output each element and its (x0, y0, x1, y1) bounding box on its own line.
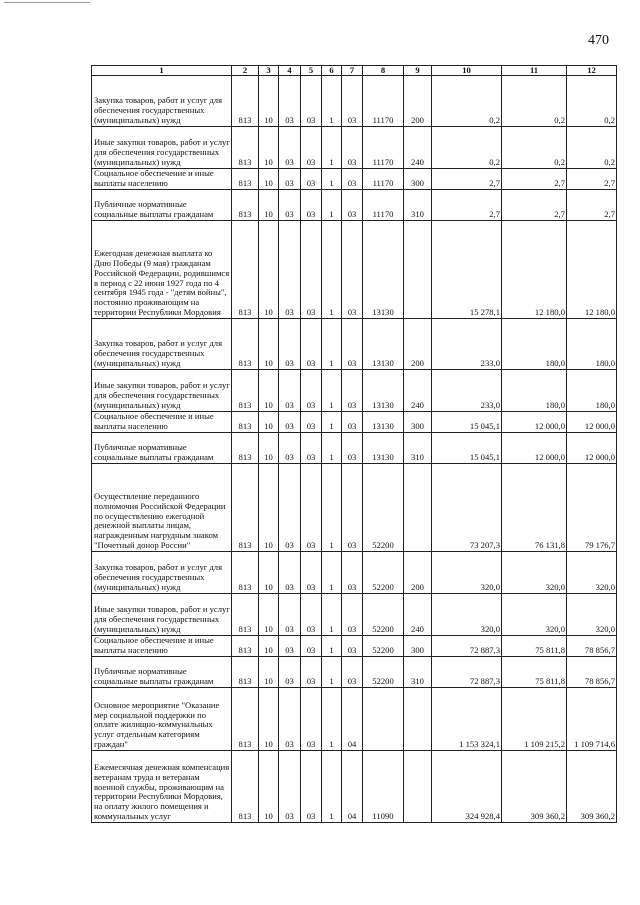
row-cell-col-7: 03 (342, 464, 363, 552)
row-cell-col-3: 10 (259, 127, 279, 169)
header-cell-6: 6 (322, 66, 342, 76)
table-row (92, 190, 617, 221)
row-cell-col-8: 52200 (363, 636, 404, 657)
row-cell-col-3: 10 (259, 221, 279, 319)
table-row (92, 127, 617, 169)
row-cell-col-8: 11090 (363, 751, 404, 823)
row-name-cell: Основное мероприятие "Оказание мер социальной поддержки по оплате жилищно-коммунальных услуг отдельным категориям граждан" (92, 688, 232, 751)
row-cell-col-9: 240 (404, 594, 432, 636)
header-cell-8: 8 (363, 66, 404, 76)
row-cell-col-7: 04 (342, 751, 363, 823)
header-cell-3: 3 (259, 66, 279, 76)
row-cell-col-9: 200 (404, 319, 432, 370)
row-cell-col-3: 10 (259, 688, 279, 751)
row-cell-col-12: 78 856,7 (567, 636, 617, 657)
row-cell-col-8 (363, 688, 404, 751)
row-cell-col-2: 813 (232, 433, 259, 464)
row-name-cell: Социальное обеспечение и иные выплаты населению (92, 412, 232, 433)
header-cell-5: 5 (301, 66, 322, 76)
table-row (92, 412, 617, 433)
header-cell-12: 12 (567, 66, 617, 76)
row-cell-col-5: 03 (301, 594, 322, 636)
row-cell-col-11: 75 811,8 (502, 657, 567, 688)
row-cell-col-9 (404, 464, 432, 552)
row-cell-col-8: 52200 (363, 464, 404, 552)
row-cell-col-7: 03 (342, 657, 363, 688)
row-cell-col-6: 1 (322, 221, 342, 319)
row-cell-col-2: 813 (232, 190, 259, 221)
row-cell-col-4: 03 (279, 190, 301, 221)
row-cell-col-7: 03 (342, 169, 363, 190)
row-cell-col-12: 12 180,0 (567, 221, 617, 319)
row-cell-col-7: 03 (342, 221, 363, 319)
row-cell-col-5: 03 (301, 412, 322, 433)
row-cell-col-6: 1 (322, 319, 342, 370)
row-cell-col-2: 813 (232, 221, 259, 319)
row-name-cell: Публичные нормативные социальные выплаты гражданам (92, 190, 232, 221)
row-name-cell: Иные закупки товаров, работ и услуг для обеспечения государственных (муниципальных) нужд (92, 127, 232, 169)
row-cell-col-2: 813 (232, 412, 259, 433)
row-cell-col-12: 1 109 714,6 (567, 688, 617, 751)
row-cell-col-11: 180,0 (502, 319, 567, 370)
row-cell-col-8: 13130 (363, 319, 404, 370)
scan-edge-line (4, 2, 90, 3)
row-cell-col-9: 300 (404, 169, 432, 190)
table-row (92, 751, 617, 823)
row-cell-col-8: 13130 (363, 433, 404, 464)
row-cell-col-3: 10 (259, 370, 279, 412)
row-cell-col-11: 1 109 215,2 (502, 688, 567, 751)
row-cell-col-9: 310 (404, 657, 432, 688)
row-cell-col-9: 240 (404, 370, 432, 412)
row-cell-col-9: 310 (404, 190, 432, 221)
row-cell-col-4: 03 (279, 594, 301, 636)
row-cell-col-4: 03 (279, 552, 301, 594)
row-cell-col-8: 13130 (363, 221, 404, 319)
row-cell-col-10: 1 153 324,1 (432, 688, 502, 751)
table-row (92, 464, 617, 552)
row-cell-col-8: 52200 (363, 552, 404, 594)
row-cell-col-2: 813 (232, 370, 259, 412)
row-name-cell: Иные закупки товаров, работ и услуг для обеспечения государственных (муниципальных) нужд (92, 370, 232, 412)
row-cell-col-3: 10 (259, 169, 279, 190)
budget-table (91, 65, 617, 823)
row-name-cell: Ежегодная денежная выплата ко Дню Победы (9 мая) гражданам Российской Федерации, родившимся в период с 22 июня 1927 года по 4 сентября 1945 года - "детям войны", постоянно проживающим на территории Республики Мордовия (92, 221, 232, 319)
row-name-cell: Закупка товаров, работ и услуг для обеспечения государственных (муниципальных) нужд (92, 76, 232, 127)
row-cell-col-10: 233,0 (432, 319, 502, 370)
row-cell-col-12: 12 000,0 (567, 433, 617, 464)
table-row (92, 169, 617, 190)
row-cell-col-3: 10 (259, 464, 279, 552)
row-cell-col-6: 1 (322, 552, 342, 594)
row-cell-col-4: 03 (279, 76, 301, 127)
table-row (92, 221, 617, 319)
row-name-cell: Публичные нормативные социальные выплаты гражданам (92, 657, 232, 688)
row-name-cell: Осуществление переданного полномочия Российской Федерации по осуществлению ежегодной денежной выплаты лицам, награжденным нагрудным знаком "Почетный донор России" (92, 464, 232, 552)
row-cell-col-4: 03 (279, 319, 301, 370)
row-cell-col-5: 03 (301, 657, 322, 688)
row-cell-col-6: 1 (322, 464, 342, 552)
row-name-cell: Закупка товаров, работ и услуг для обеспечения государственных (муниципальных) нужд (92, 552, 232, 594)
row-cell-col-10: 320,0 (432, 594, 502, 636)
row-cell-col-6: 1 (322, 594, 342, 636)
row-cell-col-4: 03 (279, 688, 301, 751)
row-cell-col-12: 12 000,0 (567, 412, 617, 433)
row-name-cell: Публичные нормативные социальные выплаты гражданам (92, 433, 232, 464)
row-cell-col-10: 72 887,3 (432, 657, 502, 688)
header-cell-9: 9 (404, 66, 432, 76)
table-row (92, 552, 617, 594)
row-cell-col-7: 03 (342, 319, 363, 370)
header-cell-10: 10 (432, 66, 502, 76)
row-cell-col-12: 180,0 (567, 370, 617, 412)
row-cell-col-9: 310 (404, 433, 432, 464)
row-cell-col-4: 03 (279, 657, 301, 688)
row-cell-col-12: 320,0 (567, 552, 617, 594)
row-cell-col-7: 03 (342, 412, 363, 433)
row-cell-col-11: 75 811,8 (502, 636, 567, 657)
row-cell-col-5: 03 (301, 552, 322, 594)
row-cell-col-2: 813 (232, 552, 259, 594)
row-cell-col-5: 03 (301, 370, 322, 412)
header-cell-4: 4 (279, 66, 301, 76)
row-cell-col-6: 1 (322, 370, 342, 412)
row-cell-col-5: 03 (301, 433, 322, 464)
row-cell-col-9 (404, 221, 432, 319)
row-cell-col-10: 233,0 (432, 370, 502, 412)
row-cell-col-8: 52200 (363, 657, 404, 688)
row-cell-col-6: 1 (322, 636, 342, 657)
row-cell-col-7: 03 (342, 552, 363, 594)
row-name-cell: Социальное обеспечение и иные выплаты населению (92, 636, 232, 657)
row-cell-col-5: 03 (301, 169, 322, 190)
row-cell-col-8: 52200 (363, 594, 404, 636)
row-cell-col-4: 03 (279, 636, 301, 657)
row-cell-col-5: 03 (301, 76, 322, 127)
row-cell-col-5: 03 (301, 221, 322, 319)
row-cell-col-4: 03 (279, 412, 301, 433)
header-cell-7: 7 (342, 66, 363, 76)
row-cell-col-5: 03 (301, 636, 322, 657)
row-cell-col-7: 03 (342, 370, 363, 412)
row-cell-col-9 (404, 751, 432, 823)
row-cell-col-5: 03 (301, 688, 322, 751)
row-cell-col-3: 10 (259, 751, 279, 823)
row-cell-col-4: 03 (279, 127, 301, 169)
table-row (92, 370, 617, 412)
row-cell-col-6: 1 (322, 127, 342, 169)
row-cell-col-8: 11170 (363, 76, 404, 127)
row-cell-col-10: 0,2 (432, 76, 502, 127)
row-cell-col-7: 03 (342, 594, 363, 636)
table-row (92, 594, 617, 636)
row-cell-col-6: 1 (322, 433, 342, 464)
row-cell-col-11: 2,7 (502, 190, 567, 221)
page-number: 470 (588, 33, 609, 48)
row-cell-col-11: 12 000,0 (502, 412, 567, 433)
row-cell-col-12: 2,7 (567, 169, 617, 190)
row-cell-col-2: 813 (232, 751, 259, 823)
row-cell-col-2: 813 (232, 76, 259, 127)
row-cell-col-4: 03 (279, 464, 301, 552)
row-cell-col-10: 15 278,1 (432, 221, 502, 319)
row-cell-col-2: 813 (232, 319, 259, 370)
row-cell-col-10: 2,7 (432, 169, 502, 190)
row-cell-col-3: 10 (259, 594, 279, 636)
row-cell-col-7: 03 (342, 127, 363, 169)
row-name-cell: Закупка товаров, работ и услуг для обеспечения государственных (муниципальных) нужд (92, 319, 232, 370)
row-cell-col-2: 813 (232, 594, 259, 636)
row-cell-col-10: 2,7 (432, 190, 502, 221)
row-cell-col-6: 1 (322, 412, 342, 433)
row-cell-col-3: 10 (259, 319, 279, 370)
row-cell-col-2: 813 (232, 464, 259, 552)
row-cell-col-5: 03 (301, 464, 322, 552)
row-cell-col-3: 10 (259, 412, 279, 433)
row-cell-col-8: 13130 (363, 370, 404, 412)
table-row (92, 688, 617, 751)
row-cell-col-3: 10 (259, 433, 279, 464)
row-cell-col-7: 04 (342, 688, 363, 751)
row-name-cell: Социальное обеспечение и иные выплаты населению (92, 169, 232, 190)
table-row (92, 76, 617, 127)
row-cell-col-12: 79 176,7 (567, 464, 617, 552)
row-cell-col-7: 03 (342, 76, 363, 127)
row-cell-col-10: 73 207,3 (432, 464, 502, 552)
row-name-cell: Ежемесячная денежная компенсация ветеранам труда и ветеранам военной службы, проживающим на территории Республики Мордовия, на оплату жилого помещения и коммунальных услуг (92, 751, 232, 823)
row-cell-col-11: 2,7 (502, 169, 567, 190)
row-cell-col-11: 0,2 (502, 76, 567, 127)
row-cell-col-3: 10 (259, 657, 279, 688)
row-cell-col-8: 11170 (363, 127, 404, 169)
row-cell-col-12: 2,7 (567, 190, 617, 221)
row-cell-col-10: 320,0 (432, 552, 502, 594)
row-cell-col-11: 76 131,8 (502, 464, 567, 552)
row-cell-col-10: 0,2 (432, 127, 502, 169)
row-cell-col-12: 0,2 (567, 127, 617, 169)
row-cell-col-5: 03 (301, 127, 322, 169)
row-cell-col-12: 0,2 (567, 76, 617, 127)
row-cell-col-4: 03 (279, 751, 301, 823)
row-cell-col-4: 03 (279, 433, 301, 464)
row-cell-col-7: 03 (342, 433, 363, 464)
row-cell-col-5: 03 (301, 319, 322, 370)
row-cell-col-2: 813 (232, 688, 259, 751)
row-cell-col-7: 03 (342, 636, 363, 657)
table-row (92, 319, 617, 370)
row-cell-col-9: 200 (404, 552, 432, 594)
row-name-cell: Иные закупки товаров, работ и услуг для обеспечения государственных (муниципальных) нужд (92, 594, 232, 636)
table-body (92, 66, 617, 823)
row-cell-col-7: 03 (342, 190, 363, 221)
row-cell-col-9 (404, 688, 432, 751)
row-cell-col-12: 320,0 (567, 594, 617, 636)
table-row (92, 433, 617, 464)
row-cell-col-3: 10 (259, 552, 279, 594)
row-cell-col-3: 10 (259, 76, 279, 127)
row-cell-col-11: 180,0 (502, 370, 567, 412)
row-cell-col-6: 1 (322, 169, 342, 190)
row-cell-col-8: 11170 (363, 190, 404, 221)
row-cell-col-6: 1 (322, 751, 342, 823)
row-cell-col-12: 78 856,7 (567, 657, 617, 688)
header-cell-2: 2 (232, 66, 259, 76)
row-cell-col-11: 309 360,2 (502, 751, 567, 823)
row-cell-col-4: 03 (279, 169, 301, 190)
row-cell-col-6: 1 (322, 657, 342, 688)
row-cell-col-9: 300 (404, 412, 432, 433)
table-row (92, 636, 617, 657)
row-cell-col-2: 813 (232, 169, 259, 190)
row-cell-col-4: 03 (279, 221, 301, 319)
row-cell-col-11: 0,2 (502, 127, 567, 169)
row-cell-col-12: 309 360,2 (567, 751, 617, 823)
row-cell-col-11: 320,0 (502, 594, 567, 636)
row-cell-col-5: 03 (301, 751, 322, 823)
row-cell-col-10: 15 045,1 (432, 433, 502, 464)
row-cell-col-11: 12 180,0 (502, 221, 567, 319)
row-cell-col-3: 10 (259, 636, 279, 657)
row-cell-col-4: 03 (279, 370, 301, 412)
row-cell-col-9: 240 (404, 127, 432, 169)
table-row (92, 657, 617, 688)
table-header-row (92, 66, 617, 76)
row-cell-col-6: 1 (322, 688, 342, 751)
row-cell-col-10: 324 928,4 (432, 751, 502, 823)
header-cell-11: 11 (502, 66, 567, 76)
row-cell-col-11: 12 000,0 (502, 433, 567, 464)
header-cell-1: 1 (92, 66, 232, 76)
row-cell-col-8: 13130 (363, 412, 404, 433)
row-cell-col-9: 200 (404, 76, 432, 127)
row-cell-col-2: 813 (232, 657, 259, 688)
row-cell-col-2: 813 (232, 127, 259, 169)
row-cell-col-9: 300 (404, 636, 432, 657)
row-cell-col-6: 1 (322, 190, 342, 221)
row-cell-col-5: 03 (301, 190, 322, 221)
row-cell-col-6: 1 (322, 76, 342, 127)
row-cell-col-12: 180,0 (567, 319, 617, 370)
row-cell-col-10: 72 887,3 (432, 636, 502, 657)
row-cell-col-10: 15 045,1 (432, 412, 502, 433)
row-cell-col-8: 11170 (363, 169, 404, 190)
row-cell-col-11: 320,0 (502, 552, 567, 594)
row-cell-col-3: 10 (259, 190, 279, 221)
row-cell-col-2: 813 (232, 636, 259, 657)
